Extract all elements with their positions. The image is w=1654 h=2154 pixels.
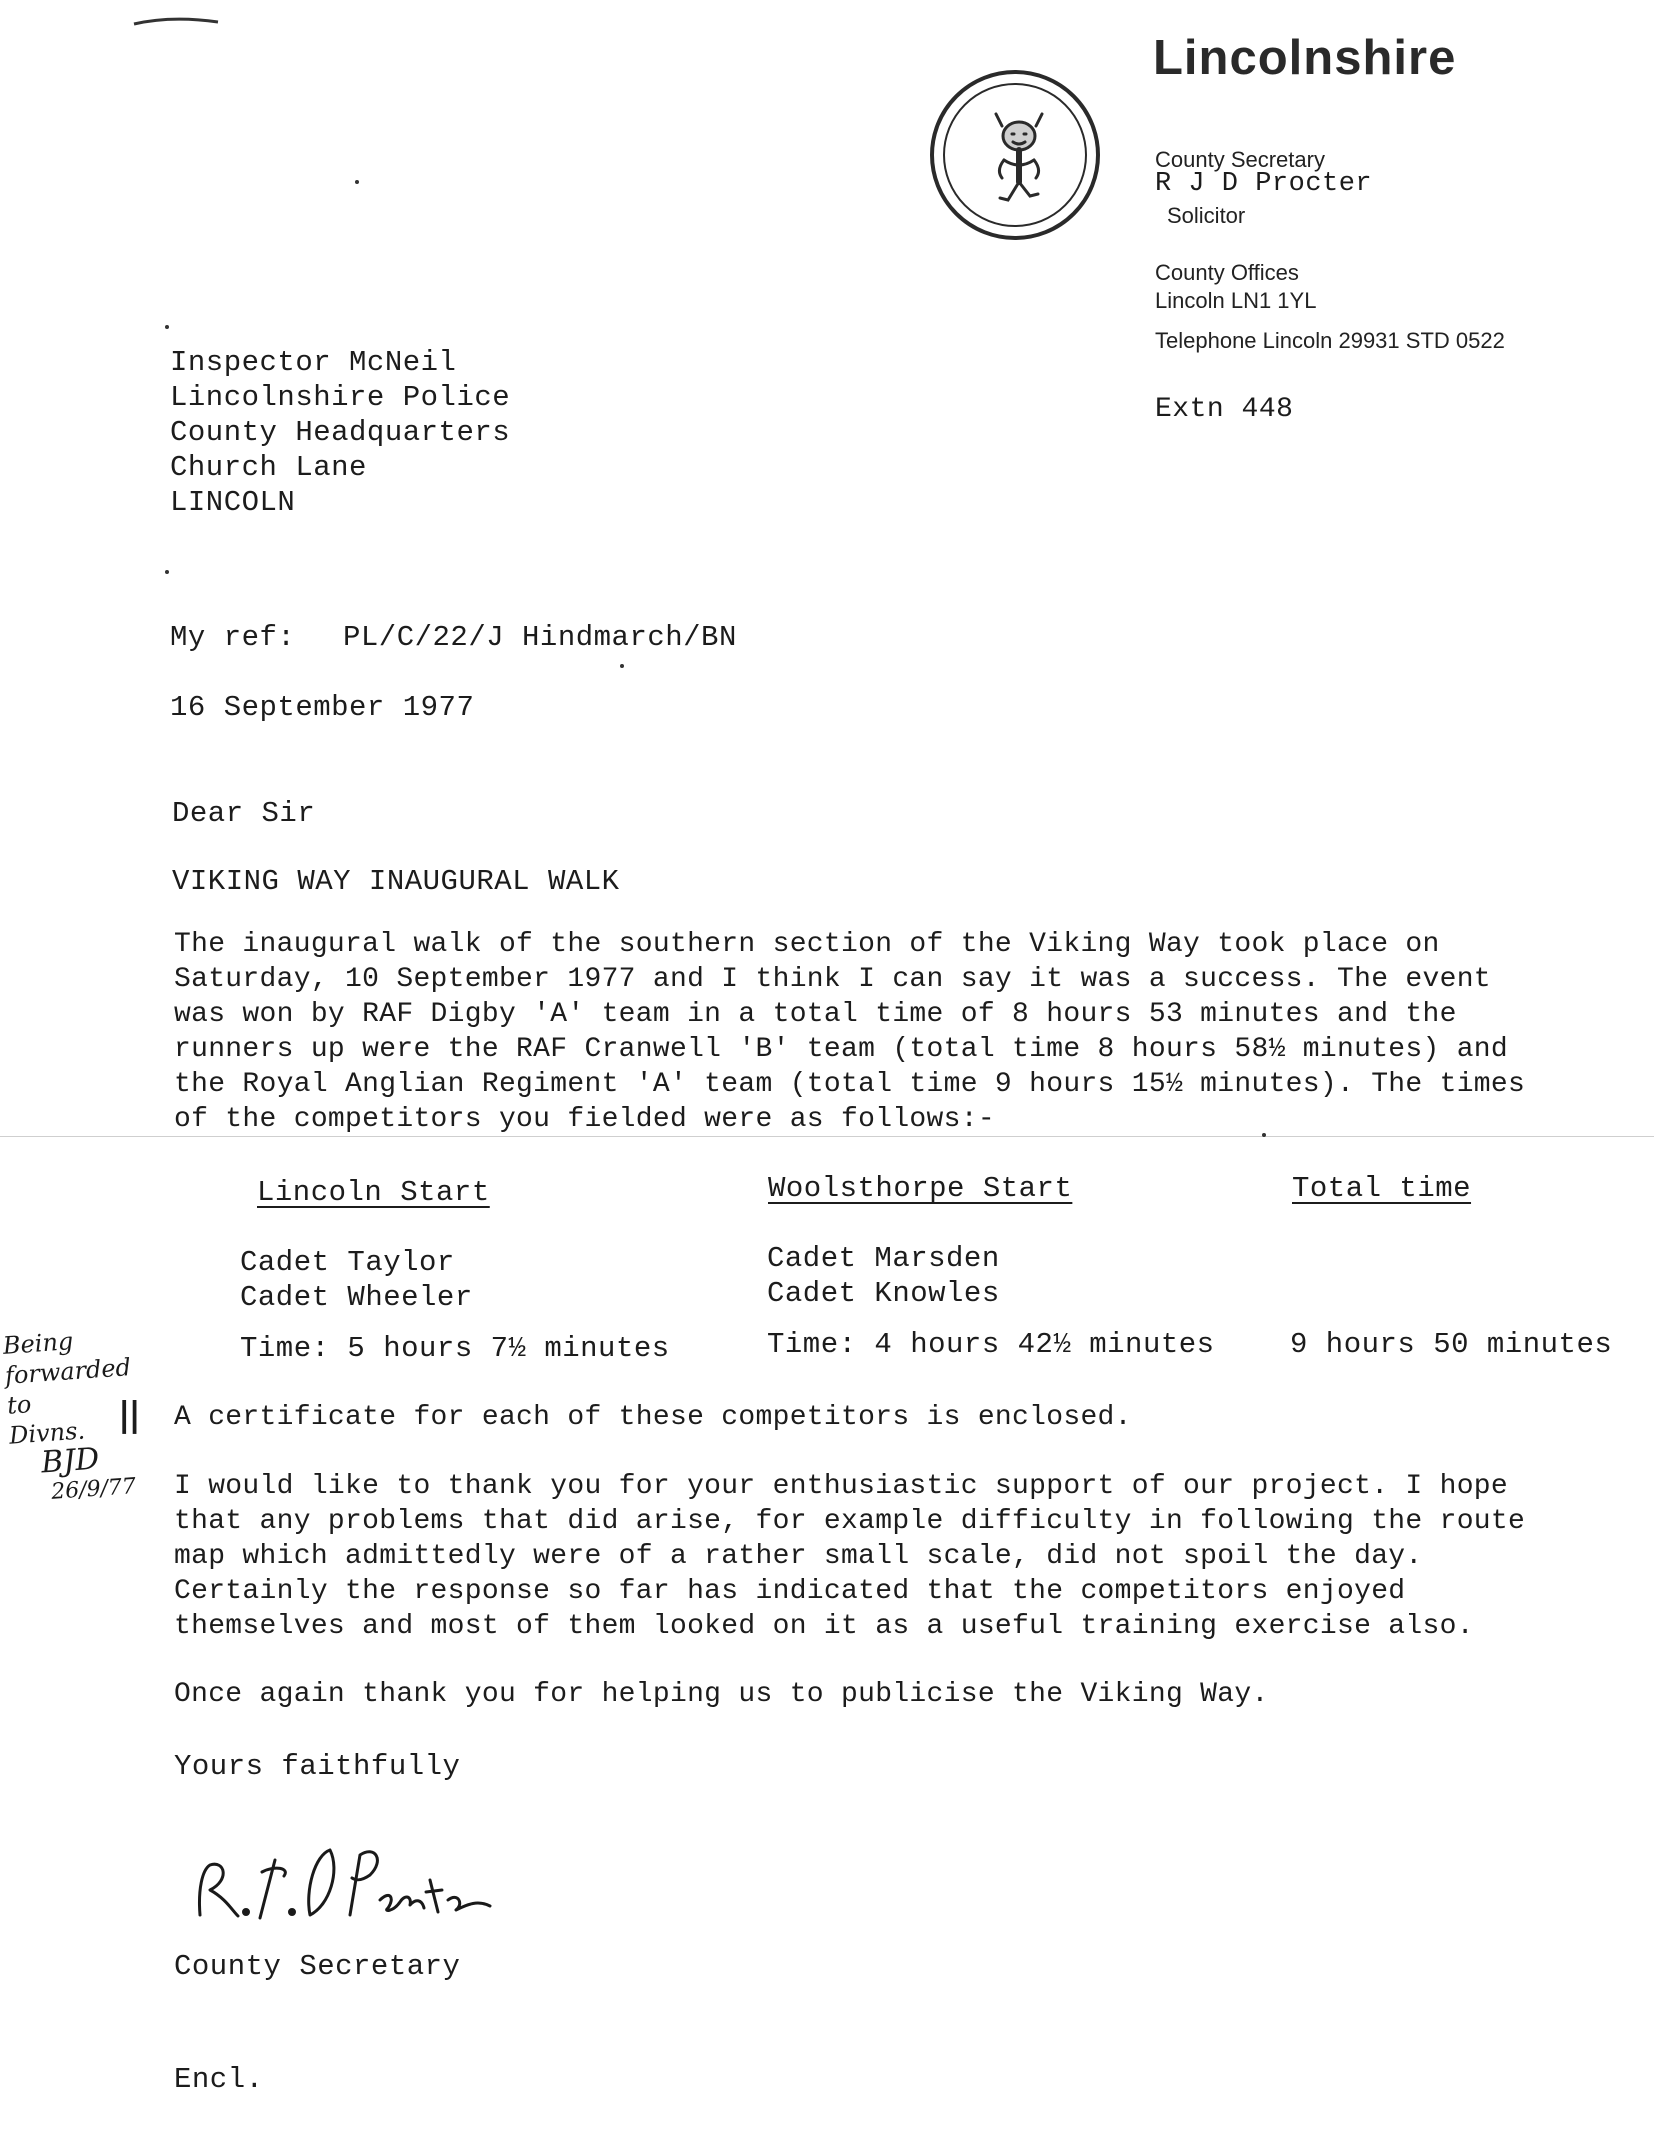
reference-label: My ref: — [170, 621, 296, 654]
salutation: Dear Sir — [172, 797, 316, 830]
woolsthorpe-competitor: Cadet Marsden — [767, 1242, 1000, 1275]
scan-speck — [165, 570, 169, 574]
letterhead-telephone: Telephone Lincoln 29931 STD 0522 — [1155, 328, 1505, 353]
subject-line: VIKING WAY INAUGURAL WALK — [172, 865, 620, 898]
paper-fold-line — [0, 1136, 1654, 1137]
lincoln-competitor: Cadet Taylor — [240, 1246, 455, 1279]
letterhead-office-name: County Offices — [1155, 260, 1299, 285]
margin-tick-marks: || — [118, 1395, 139, 1435]
woolsthorpe-competitor: Cadet Knowles — [767, 1277, 1000, 1310]
recipient-address — [170, 345, 510, 520]
handwritten-margin-note — [2, 1319, 179, 1510]
letter-date: 16 September 1977 — [170, 691, 475, 724]
paragraph-publicise: Once again thank you for helping us to publicise the Viking Way. — [174, 1679, 1269, 1710]
total-time: 9 hours 50 minutes — [1290, 1328, 1613, 1361]
reference-value: PL/C/22/J Hindmarch/BN — [343, 621, 737, 654]
scan-speck — [355, 180, 359, 184]
county-seal-icon — [930, 70, 1100, 240]
recipient-line: Inspector McNeil — [170, 346, 457, 379]
note-line: Being — [1, 1327, 75, 1360]
letterhead-secretary-role: Solicitor — [1167, 203, 1246, 228]
enclosure-note: Encl. — [174, 2063, 264, 2096]
scan-speck — [1262, 1133, 1266, 1137]
column-header-total-time: Total time — [1292, 1172, 1472, 1205]
scan-speck — [165, 325, 169, 329]
note-line: to — [6, 1390, 33, 1420]
paragraph-certificate: A certificate for each of these competitors is enclosed. — [174, 1402, 1132, 1433]
scan-speck — [620, 664, 624, 668]
recipient-line: LINCOLN — [170, 486, 296, 519]
letterhead-organisation: Lincolnshire — [1153, 31, 1457, 85]
closing: Yours faithfully — [174, 1750, 461, 1783]
note-line: forwarded — [4, 1353, 132, 1390]
signature — [180, 1820, 520, 1940]
recipient-line: Lincolnshire Police — [170, 381, 511, 414]
paper-clip-mark — [130, 16, 222, 28]
letterhead-secretary-title: County Secretary — [1155, 147, 1325, 172]
letterhead-extension: Extn 448 — [1155, 394, 1294, 425]
paragraph-results: The inaugural walk of the southern section of the Viking Way took place on Saturday, 10 September 1977 and I think I can say it was a success. The event was won by RAF Digby 'A' team in a total time of 8 hours 53 minutes and the runners up were the RAF Cranwell 'B' team (total time 8 hours 58½ minutes) and the Royal Anglian Regiment 'A' team (total time 9 hours 15½ minutes). The times of the competitors you fielded were as follows:- — [174, 929, 1526, 1135]
signatory-title: County Secretary — [174, 1950, 461, 1983]
lincoln-time: Time: 5 hours 7½ minutes — [240, 1332, 670, 1365]
paragraph-thanks: I would like to thank you for your enthusiastic support of our project. I hope that any problems that did arise, for example difficulty in following the route map which admittedly were of a rather small scale, did not spoil the day. Certainly the response so far has indicated that the competitors enjoyed themselves and most of them looked on it as a useful training exercise also. — [174, 1471, 1526, 1642]
woolsthorpe-time: Time: 4 hours 42½ minutes — [767, 1328, 1215, 1361]
column-header-lincoln-start: Lincoln Start — [257, 1176, 490, 1209]
note-initials: BJD — [40, 1441, 101, 1481]
note-date: 26/9/77 — [50, 1474, 137, 1505]
recipient-line: County Headquarters — [170, 416, 511, 449]
letterhead-secretary-name: R J D Procter — [1155, 169, 1373, 199]
letterhead-office-city: Lincoln LN1 1YL — [1155, 288, 1317, 313]
recipient-line: Church Lane — [170, 451, 367, 484]
note-line: Divns. — [8, 1416, 86, 1450]
lincoln-competitor: Cadet Wheeler — [240, 1281, 473, 1314]
column-header-woolsthorpe-start: Woolsthorpe Start — [768, 1172, 1073, 1205]
